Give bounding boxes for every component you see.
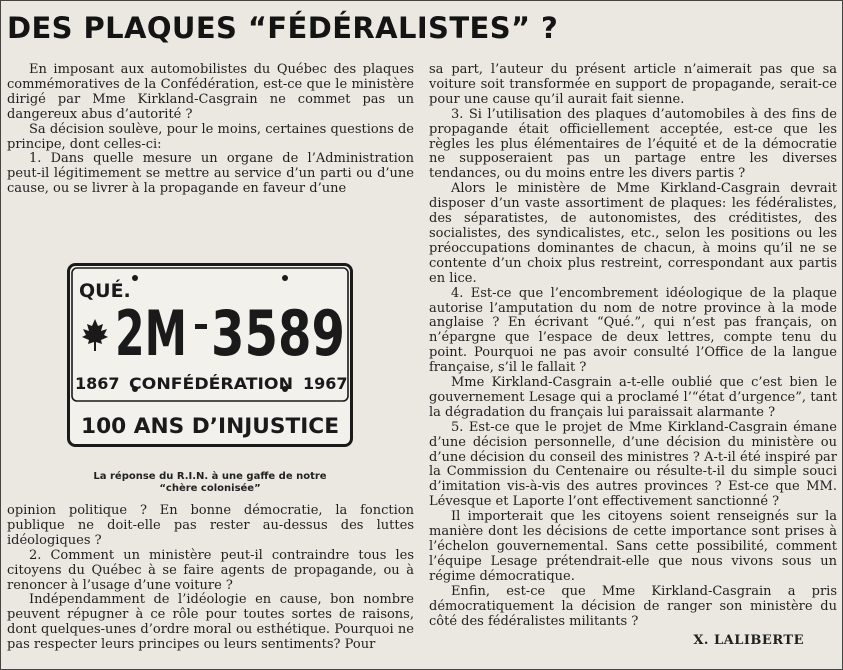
author-signature: X. LALIBERTE bbox=[693, 633, 804, 648]
article-headline: DES PLAQUES “FÉDÉRALISTES” ? bbox=[7, 11, 559, 45]
right-column bbox=[429, 63, 837, 629]
paragraph: 4. Est-ce que l’encombrement idéologique de la plaque autorise l’amputation du nom de notre province à la mode anglaise ? En écrivant “Qué.”, qui n’est pas français, on n’épargne que l’espace de deux lettres, compte tenu du point. Pourquoi ne pas avoir consulté l’Office de la langue française, s’il le fallait ? bbox=[429, 285, 837, 376]
paragraph: sa part, l’auteur du présent article n’aimerait pas que sa voiture soit transformée en support de propagande, serait-ce pour une cause qu’il aurait fait sienne. bbox=[429, 62, 837, 107]
left-column-bottom bbox=[7, 504, 414, 653]
paragraph: opinion politique ? En bonne démocratie, la fonction publique ne doit-elle pas rester au-dessus des luttes idéologiques ? bbox=[7, 503, 414, 548]
image-caption bbox=[67, 471, 353, 495]
plate-year-right: 1967 bbox=[303, 374, 348, 393]
license-plate-image bbox=[67, 263, 353, 447]
plate-province: QUÉ. bbox=[79, 280, 131, 302]
paragraph: 5. Est-ce que le projet de Mme Kirkland-Casgrain émane d’une décision personnelle, d’une décision du ministère ou d’une décision du conseil des ministres ? A-t-il été inspiré par la Commission du Centenaire ou résulte-t-il du simple souci d’imitation vis-à-vis des autres provinces ? Est-ce que MM. Lévesque et Laporte l’ont effectivement sanctionné ? bbox=[429, 419, 837, 510]
paragraph: 1. Dans quelle mesure un organe de l’Administration peut-il légitimement se mettre au service d’un parti ou d’une cause, ou se livrer à la propagande en faveur d’une bbox=[7, 151, 414, 197]
plate-slogan: 100 ANS D’INJUSTICE bbox=[81, 414, 339, 438]
caption-line: La réponse du R.I.N. à une gaffe de notre bbox=[93, 471, 327, 482]
caption-line: “chère colonisée” bbox=[159, 483, 261, 494]
left-column-top bbox=[7, 63, 414, 197]
paragraph: 2. Comment un ministère peut-il contraindre tous les citoyens du Québec à se faire agents de propagande, ou à renoncer à l’usage d’une voiture ? bbox=[7, 547, 414, 593]
plate-year-left: 1867 bbox=[75, 374, 120, 393]
paragraph: En imposant aux automobilistes du Québec des plaques commémoratives de la Confédération, est-ce que le ministère dirigé par Mme Kirkland-Casgrain ne commet pas un dangereux abus d’autorité ? bbox=[7, 62, 414, 122]
paragraph: Sa décision soulève, pour le moins, certaines questions de principe, dont celles-ci: bbox=[7, 121, 414, 152]
plate-bottom-band: CONFÉDÉRATION bbox=[129, 374, 293, 393]
paragraph: Enfin, est-ce que Mme Kirkland-Casgrain a pris démocratiquement la décision de ranger son ministère du côté des fédéralistes militants ? bbox=[429, 583, 837, 629]
paragraph: Il importerait que les citoyens soient renseignés sur la manière dont les décisions de cette importance sont prises à l’échelon gouvernemental. Sans cette possibilité, comment l’équipe Lesage prétendrait-elle que nous vivons sous un régime démocratique. bbox=[429, 509, 837, 584]
plate-number-right: 3589 bbox=[211, 297, 345, 370]
paragraph: Indépendamment de l’idéologie en cause, bon nombre peuvent répugner à ce rôle pour toutes sortes de raisons, dont quelques-unes d’ordre moral ou esthétique. Pourquoi ne pas respecter leurs principes ou leurs sentiments? Pour bbox=[7, 592, 414, 653]
paragraph: Mme Kirkland-Casgrain a-t-elle oublié que c’est bien le gouvernement Lesage qui a proclamé l’“état d’urgence”, tant la dégradation du français lui paraissait alarmante ? bbox=[429, 375, 837, 420]
paragraph: 3. Si l’utilisation des plaques d’automobiles à des fins de propagande était officiellement acceptée, est-ce que les règles les plus élémentaires de l’équité et de la démocratie ne supposeraient pas un partage entre les diverses tendances, ou du moins entre les divers partis ? bbox=[429, 106, 837, 182]
plate-number-left: 2M bbox=[115, 297, 187, 370]
paragraph: Alors le ministère de Mme Kirkland-Casgrain devrait disposer d’un vaste assortiment de plaques: les fédéralistes, des séparatistes, de autonomistes, des créditistes, des socialistes, des syndicalistes, etc., selon les positions ou les préoccupations dominantes de chacun, à moins qu’il ne se contente d’un choix plus restreint, correspondant aux partis en lice. bbox=[429, 181, 837, 286]
